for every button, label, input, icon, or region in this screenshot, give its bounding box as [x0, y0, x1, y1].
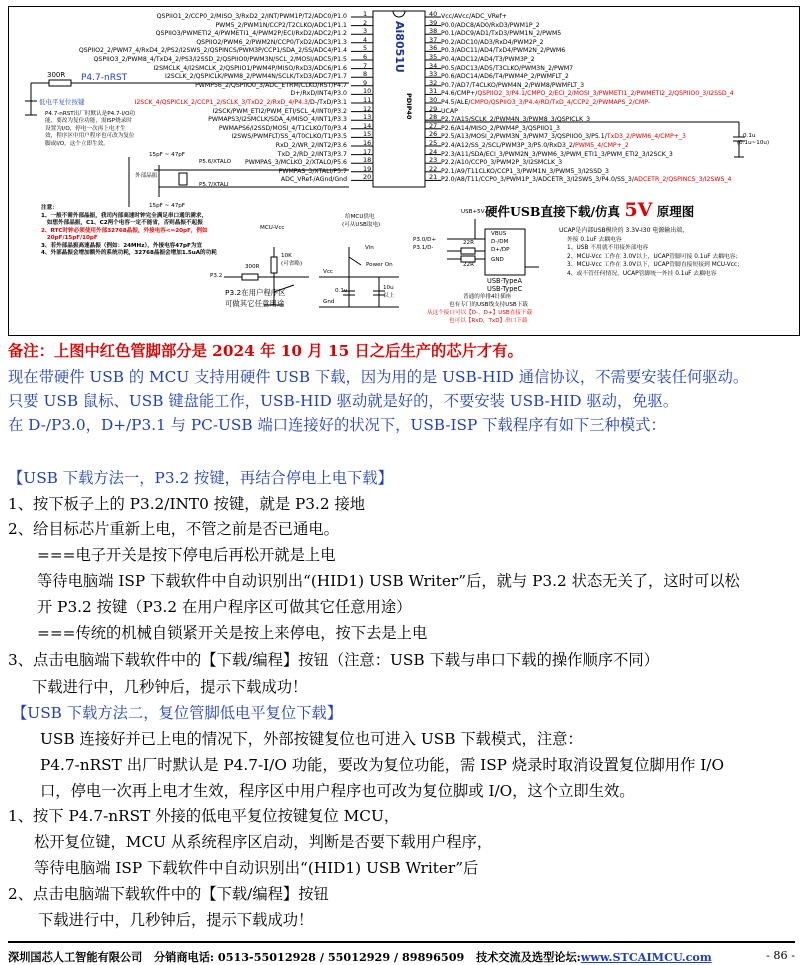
footer-company: 深圳国芯人工智能有限公司 — [8, 950, 143, 964]
pin-label-right: P2.4/A12/SS_2/SCL/PWM3P_3/P5.0/RxD3_2/PWM5_4/CMP+_2 — [441, 142, 629, 149]
gnd2-label: GND — [491, 257, 504, 263]
pin-number-right: 34 — [429, 61, 438, 70]
method1-step2a: ===电子开关是按下停电后再松开就是上电 — [37, 546, 336, 564]
pin-number-right: 33 — [429, 70, 438, 79]
usb-typea-label: USB-TypeA — [487, 277, 522, 285]
method1-step1: 1、按下板子上的 P3.2/INT0 按键，就是 P3.2 接地 — [8, 495, 366, 513]
usb-typec-label: USB-TypeC — [487, 285, 523, 293]
ucap-note-line: 3、MCU-Vcc 工作在 3.0V以下，UCAP管脚直接短接到 MCU-Vcc； — [567, 262, 743, 269]
pin-label-right: P0.6/ADC14/AD6/T4/PWM4P_2/PWMFLT_2 — [441, 73, 569, 81]
ucap-note-line: 1、USB 不用就不用接外部电容 — [567, 245, 649, 252]
pin-number-right: 23 — [429, 156, 438, 165]
method2-title: 【USB 下载方法二，复位管脚低电平复位下载】 — [12, 704, 343, 722]
note-line: 4、外部晶振会增加额外的系统功耗，32768晶振会增加1.5uA的功耗 — [41, 250, 217, 257]
method1-step3: 3、点击电脑端下载软件中的【下载/编程】按钮（注意：USB 下载与串口下载的操作顺序不同） — [8, 651, 659, 669]
pin-label-left: QSPIIO2_2/PWM7_4/RxD4_2/PS2/I2SWS_2/QSPINCS/PWM3P/CCP1/SDA_2/SS/ADC4/P1.4 — [78, 47, 347, 55]
method1-title: 【USB 下载方法一，P3.2 按键，再结合停电上电下载】 — [8, 469, 393, 487]
method2-step2a: 下载进行中，几秒钟后，提示下载成功！ — [38, 911, 314, 929]
pin-number-right: 21 — [429, 173, 438, 182]
reset-resistor-label: 300R — [47, 71, 66, 79]
pin-number-left: 10 — [363, 87, 372, 96]
pin-number-left: 11 — [363, 96, 372, 104]
footer-page-number: - 86 - — [766, 949, 795, 962]
chip-package: PDIP40 — [405, 93, 413, 120]
pin-number-left: 13 — [363, 113, 372, 122]
pin-number-right: 29 — [429, 104, 438, 113]
pin-number-right: 31 — [429, 87, 438, 96]
p32-label: P3.2 — [210, 273, 223, 279]
hw-title-tail: 原理图 — [656, 204, 695, 219]
usb-note2: 也有专门的USB线支持USB下载 — [449, 302, 528, 308]
footer-url-link[interactable]: www.STCAIMCU.com — [580, 950, 712, 964]
r300-label: 300R — [245, 264, 260, 270]
red-pins-note: 备注：上图中红色管脚部分是 2024 年 10 月 15 日之后生产的芯片才有。 — [8, 342, 523, 360]
power-source-sub: (可从USB取电) — [342, 222, 381, 228]
cap2-label: 15pF ~ 47pF — [149, 203, 186, 209]
pin-number-right: 25 — [429, 139, 438, 147]
mcu-vcc-label: MCU-Vcc — [260, 225, 285, 231]
ucap-title: UCAP是内部USB模块的 3.3V-I30 电源输出端， — [559, 227, 689, 234]
pin-number-left: 17 — [363, 147, 372, 156]
para-1: 现在带硬件 USB 的 MCU 支持用硬件 USB 下载，因为用的是 USB-HID 通信协议，不需要安装任何驱动。 — [8, 368, 749, 386]
pin-label-right: UCAP — [441, 107, 458, 115]
pin-number-right: 40 — [429, 10, 438, 18]
footer-phone: 分销商电话: 0513-55012928 / 55012929 / 89896509 — [153, 950, 465, 964]
cap1-label: 15pF ~ 47pF — [149, 152, 186, 158]
pin-number-left: 20 — [363, 173, 372, 182]
pin-number-right: 35 — [429, 53, 438, 61]
pin-number-left: 3 — [363, 27, 368, 36]
vcc-label: Vcc — [323, 269, 333, 275]
pin-label-right: P2.7/A15/SCLK_2/PWM4N_3/PWM8_3/QSPICLK_3 — [441, 116, 591, 124]
c-note-label: 以上 — [383, 293, 395, 299]
footer-forum-label: 技术交流及选型论坛: — [475, 950, 581, 964]
gnd-label: Gnd — [323, 299, 335, 305]
p30-label: P3.0/D+ — [413, 237, 437, 243]
pin-label-left: QSPIIO2/PWM6_2/PWM2N/CCP0/TxD2/ADC3/P1.3 — [196, 38, 347, 46]
method2-para3: 口，停电一次再上电才生效，程序区中用户程序也可改为复位脚或 I/O，这个立即生效。 — [40, 782, 635, 800]
pin-label-left: I2SCK_4/QSPICLK_2/CCP1_2/SCLK_3/TxD2_2/RxD_4/P4.3/D-/TxD/P3.1 — [134, 99, 347, 106]
c10u-label: 10u — [383, 285, 394, 291]
pin-number-left: 6 — [363, 53, 368, 61]
method2-step2: 2、点击电脑端下载软件中的【下载/编程】按钮 — [8, 885, 329, 903]
page-footer — [8, 941, 795, 965]
pin-label-left: PWMAPS6/I2SSD/MOSI_4/T1CLKO/T0/P3.4 — [218, 124, 347, 132]
pin-label-left: I2SMCLK_4/I2SMCLK_2/QSPIIO1/PWM4P/MISO/RxD3/ADC6/P1.6 — [153, 64, 347, 72]
pin-label-left: D+/RxD/INT4/P3.0 — [290, 90, 347, 98]
vbus-label: VBUS — [491, 231, 507, 237]
pin-label-right: P0.7/AD7/T4CLKO/PWM4N_2/PWM8/PWMFLT_3 — [441, 81, 585, 89]
note-line: 20pF/15pF/10pF — [41, 235, 98, 242]
pin-label-right: P2.0/A8/T11/CCP0_3/PWM1P_3/ADCETR_3/I2SWS_3/P4.0/SS_3/ADCETR_2/QSPINCS_3/I2SWS_4 — [441, 176, 732, 184]
p31-label: P3.1/D- — [413, 245, 434, 251]
notes-title: 注意： — [41, 205, 58, 211]
pin-number-left: 5 — [363, 44, 368, 53]
dm-label: D-/DM — [491, 239, 509, 245]
pin-label-left: TxD_2/RD_2/INT3/P3.7 — [277, 150, 347, 158]
pin-label-right: P2.6/A14/MISO_2/PWM4P_3/QSPIIO1_3 — [441, 124, 560, 132]
para-2: 只要 USB 鼠标、USB 键盘能工作，USB-HID 驱动就是好的，不要安装 USB-HID 驱动，免驱。 — [8, 392, 679, 410]
method1-step2b: 等待电脑端 ISP 下载软件中自动识别出“(HID1) USB Writer”后，就与 P3.2 状态无关了，这时可以松 — [37, 572, 740, 590]
pin-label-left: PWMP56_2/QSPIIO0_3/ADC_ETRM/CLKO/RST/P4.7 — [195, 81, 347, 89]
p32-note2: 可做其它任意用途 — [225, 299, 285, 308]
pin-label-right: P4.5/ALE/CMPO/QSPIIO3_3/P4.4/RD/TxD_4/CCP2_2/PWMAPS_2/CMP- — [441, 99, 651, 106]
ucap-note-line: 4、或不管任何情况，UCAP管脚统一外挂 0.1uF 去耦电容 — [567, 270, 717, 277]
pin-label-left: QSPIIO3_2/PWM8_4/TxD4_2/PS3/I2SSD_2/QSPIIO0/PWM3N/SCL_2/MOSI/ADC5/P1.5 — [93, 56, 347, 63]
pin-number-left: 15 — [363, 130, 372, 139]
pin-label-right: P4.6/CMP+/QSPIIO2_3/P4.1/CMPO_2/ECI_2/MOSI_3/PWMETI1_2/PWMETI2_2/QSPIIO0_3/I2SSD_4 — [441, 90, 734, 98]
pin-number-left: 9 — [363, 78, 368, 87]
usb-red-note1: 从这个接口可以【D-，D+】USB直接下载 — [427, 310, 533, 316]
pin-label-right: P0.0/ADC8/AD0/RxD3/PWM1P_2 — [441, 21, 540, 29]
pin-label-left: PWMAPS3/I2SMCLK/SDA_4/MISO_4/INT1/P3.3 — [208, 116, 347, 124]
note-line: 2、RTC时钟必须使用外部32768晶振，外接电容<=20pF，例如 — [41, 227, 208, 234]
dp-label: D+/DP — [491, 247, 510, 253]
pin-number-right: 24 — [429, 147, 438, 156]
c01u-label: 0.1u — [335, 288, 348, 294]
pin-label-right: P0.2/ADC10/AD3/RxD4/PWM2P_2 — [441, 38, 544, 46]
cap01u-range: (0.1u~10u) — [737, 140, 770, 146]
usb-note1: 普通的单排4针插座 — [463, 294, 512, 300]
pin-label-right: Vcc/AVcc/ADC_VRef+ — [441, 13, 507, 20]
p32-note1: P3.2在用户程序区 — [225, 288, 286, 297]
method1-step3a: 下载进行中，几秒钟后，提示下载成功！ — [32, 678, 308, 696]
pin-label-right: P2.2/A10/CCP0_3/PWM2P_3/I2SMCLK_3 — [441, 159, 563, 167]
pin-label-left: PWMPAS_3/MCLKO_2/XTALO/P5.6 — [244, 159, 347, 167]
pin-number-right: 39 — [429, 18, 438, 27]
pin-label-right: P0.1/ADC9/AD1/TxD3/PWM1N_2/PWM5 — [441, 30, 562, 38]
pin-label-right: P2.3/A11/SDA/ECI_3/PWM2N_3/PWM6_3/PWM_ETI1_3/PWM_ETI2_3/I2SCK_3 — [441, 150, 673, 158]
pin-number-right: 36 — [429, 44, 438, 53]
reset-note: P4.7-nRST出厂时默认是P4.7-I/O功 能，要改为复位功能，需ISP烧录时 设置为I/O，停电一次再上电才生 效，程序区中用户程序也可改为复位 脚或I/O，这个立即生效。 — [45, 111, 136, 147]
para-3: 在 D-/P3.0，D+/P3.1 与 PC-USB 端口连接好的状况下，USB-ISP 下载程序有如下三种模式： — [8, 416, 666, 434]
method1-step2: 2、给目标芯片重新上电，不管之前是否已通电。 — [8, 520, 339, 538]
usb5v-label: USB+5V — [461, 209, 485, 215]
method2-para1: USB 连接好并已上电的情况下，外部按键复位也可进入 USB 下载模式，注意： — [40, 730, 583, 748]
pin-number-right: 22 — [429, 164, 438, 173]
hw-5v: 5V — [624, 199, 653, 221]
notes-list — [41, 213, 217, 257]
cap01u-side: 0.1u — [743, 133, 756, 139]
xtali-label: P5.7/XTALI — [199, 182, 229, 188]
method1-step2c: 开 P3.2 按键（P3.2 在用户程序区可做其它任意用途） — [37, 598, 412, 616]
pin-label-left: QSPIIO3/PWMETI2_4/PWMETI1_4/PWM2P/ECI/RxD2/ADC2/P1.2 — [155, 30, 347, 38]
schematic-diagram — [8, 6, 800, 336]
method2-step1a: 松开复位键，MCU 从系统程序区启动，判断是否要下载用户程序， — [34, 833, 493, 851]
pin-number-left: 2 — [363, 18, 368, 27]
pin-number-left: 4 — [363, 35, 368, 44]
pin-number-left: 19 — [363, 164, 372, 173]
pin-number-left: 18 — [363, 156, 372, 165]
pin-number-left: 8 — [363, 70, 368, 79]
ucap-list — [567, 236, 743, 278]
pin-number-left: 16 — [363, 139, 372, 147]
pin-label-left: PWM5_2/PWM1N/CCP2/T2CLKO/ADC1/P1.1 — [215, 21, 347, 29]
method2-step1b: 等待电脑端 ISP 下载软件中自动识别出“(HID1) USB Writer”后 — [34, 859, 479, 877]
usb-red-note2: 也可以【RxD，TxD】串口下载 — [449, 318, 528, 324]
pin-label-left: I2SCLK_2/QSPICLK/PWM8_2/PWM4N/SCLK/TxD3/ADC7/P1.7 — [165, 73, 347, 81]
chip-name: Ai8051U — [393, 21, 406, 73]
pin-label-left: RxD_2/WR_2/INT2/P3.6 — [275, 142, 347, 149]
method1-step2d: ===传统的机械自锁紧开关是按上来停电，按下去是上电 — [37, 624, 428, 642]
pin-number-right: 28 — [429, 113, 438, 122]
pin-number-right: 26 — [429, 130, 438, 139]
note-line: 3、若外部晶振高速晶振（例如：24MHz），外接电容47pF为宜 — [41, 242, 203, 249]
pin-number-left: 14 — [363, 121, 372, 130]
pin-label-right: P2.1/A9/T11CLKO/CCP1_3/PWM1N_3/PWM5_3/I2SSD_3 — [441, 167, 609, 175]
power-on-label: Power On — [366, 262, 393, 268]
pin-number-right: 37 — [429, 35, 438, 44]
pin-label-right: P0.5/ADC13/AD5/T3CLKO/PWM3N_2/PWM7 — [441, 64, 574, 72]
r10k-label: 10K — [281, 253, 292, 259]
pin-number-right: 38 — [429, 27, 438, 36]
note-line: 如想外部晶振，C1、C2两个电容一定不能省，否则晶振不起振 — [41, 220, 203, 227]
pin-label-left: I2SWS/PWMFLT/SS_4/T0CLKO/T1/P3.5 — [231, 133, 347, 141]
pin-label-left: ADC_VRef-/AGnd/Gnd — [280, 176, 347, 184]
pin-number-left: 12 — [363, 104, 372, 113]
pin-label-left: QSPIIO1_2/CCP0_2/MISO_3/RxD2_2/INT/PWM1P/T2/ADC0/P1.0 — [156, 13, 347, 20]
ucap-note-line: 2、MCU-Vcc 工作在 3.0V以上，UCAP管脚可接 0.1uF 去耦电容； — [567, 253, 742, 260]
pin-number-right: 30 — [429, 96, 438, 104]
pin-label-left: PWMPAS_3/XTALI/P5.7 — [278, 167, 347, 175]
pin-label-left: I2SCK/PWM_ETI2/PWM_ETI/SCL_4/INT0/P3.2 — [212, 107, 347, 115]
xtalo-label: P5.6/XTALO — [199, 159, 232, 165]
r-optional-label: (可省略) — [281, 261, 303, 267]
ext-crystal-label: 外部晶振 — [135, 173, 158, 179]
note-line: 1、一般不需外部晶振，我司内部高速时钟完全满足串口通讯需求， — [41, 213, 208, 219]
ucap-note-line: 外接 0.1uF 去耦电容 — [567, 237, 622, 243]
pin-number-right: 32 — [429, 78, 438, 87]
reset-pin-label: P4.7-nRST — [81, 73, 128, 83]
hw-title-text: 硬件USB直接下载/仿真 — [485, 204, 621, 219]
pin-number-right: 27 — [429, 121, 438, 130]
reset-button-label: 低电平复位按键 — [39, 98, 85, 106]
pin-label-right: P0.3/ADC11/AD4/TxD4/PWM2N_2/PWM6 — [441, 47, 566, 55]
pin-label-right: P0.4/ADC12/AD4/T3/PWM3P_2 — [441, 56, 535, 63]
pin-number-left: 7 — [363, 61, 368, 70]
power-source-label: 给MCU供电 — [345, 214, 375, 220]
vin-label: Vin — [365, 245, 374, 251]
pin-label-right: P2.5/A13/MOSI_2/PWM3N_3/PWM7_3/QSPIIO0_3/P5.1/TxD3_2/PWM6_4/CMP+_3 — [441, 133, 686, 141]
pin-number-left: 1 — [363, 10, 368, 18]
method2-step1: 1、按下 P4.7-nRST 外接的低电平复位按键复位 MCU， — [8, 807, 400, 825]
r22a-label: 22R — [463, 240, 475, 246]
r22b-label: 22R — [463, 262, 475, 268]
hw-title — [485, 199, 694, 221]
method2-para2: P4.7-nRST 出厂时默认是 P4.7-I/O 功能，要改为复位功能，需 ISP 烧录时取消设置复位脚用作 I/O — [40, 756, 724, 774]
